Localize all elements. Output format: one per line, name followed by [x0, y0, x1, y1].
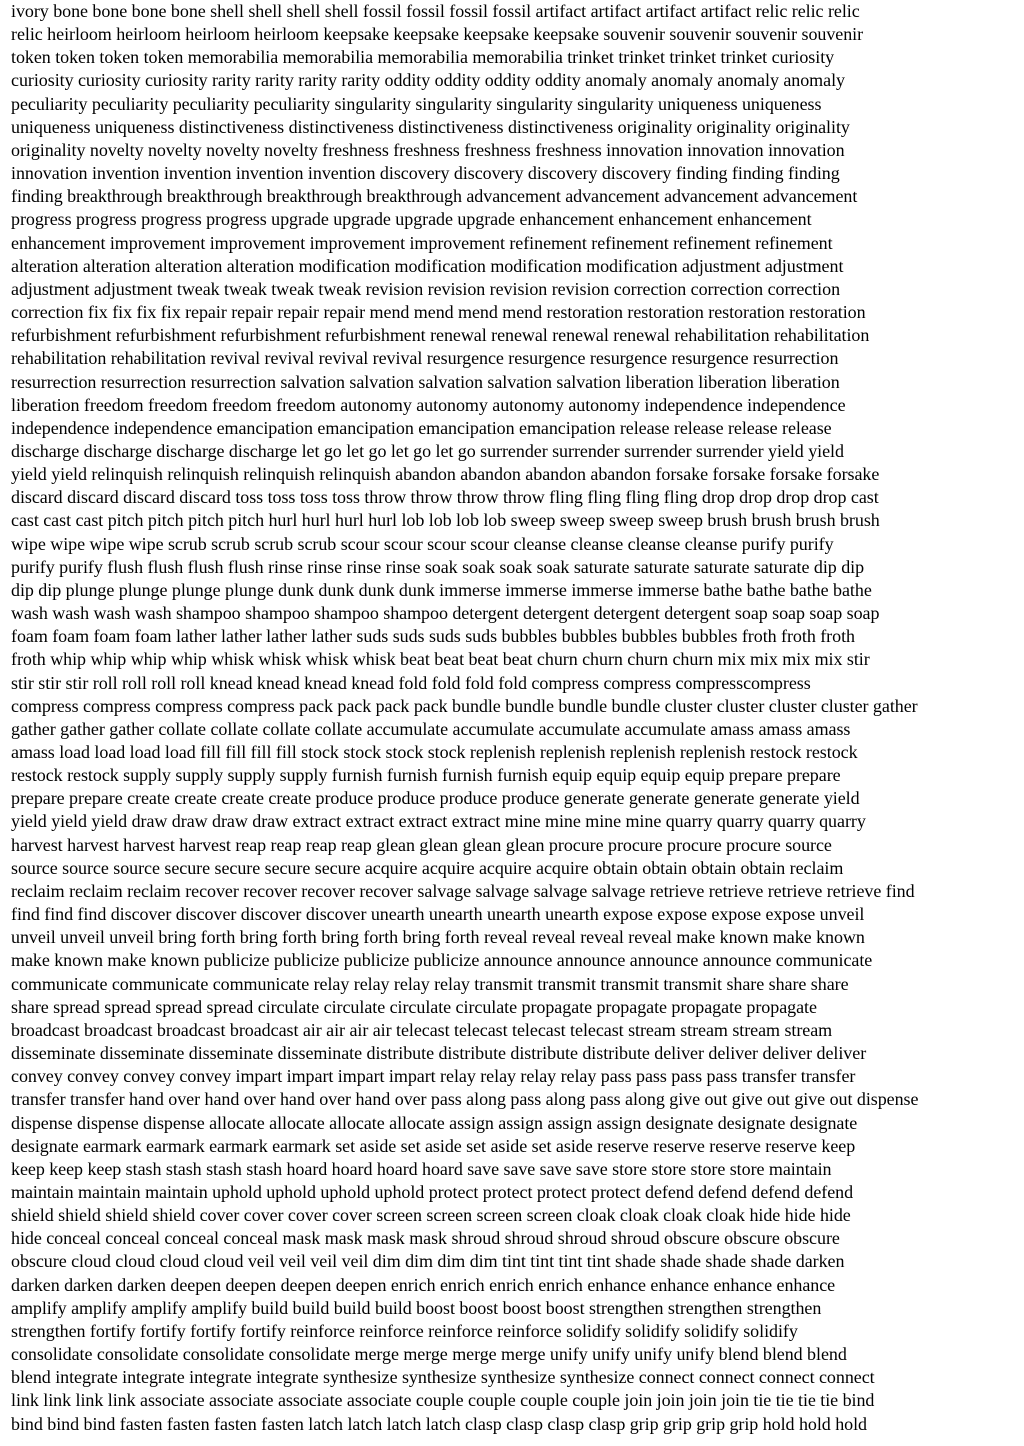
- text-line: enhancement improvement improvement improvement improvement refinement refinement refinement refinement: [11, 232, 833, 253]
- text-line: darken darken darken deepen deepen deepen deepen enrich enrich enrich enrich enhance enhance enhance enhance: [11, 1274, 836, 1295]
- text-line: uniqueness uniqueness distinctiveness distinctiveness distinctiveness distinctiveness originality originality originality: [11, 116, 850, 137]
- text-line: restock restock supply supply supply supply furnish furnish furnish furnish equip equip equip equip prepare prepare: [11, 765, 841, 786]
- text-line: harvest harvest harvest harvest reap reap reap reap glean glean glean glean procure procure procure procure source: [11, 834, 832, 855]
- text-line: stir stir stir roll roll roll roll knead knead knead knead fold fold fold fold compress compress compresscompress: [11, 672, 811, 693]
- text-line: discharge discharge discharge discharge let go let go let go let go surrender surrender surrender surrender yield yield: [11, 440, 844, 461]
- text-line: reclaim reclaim reclaim recover recover recover recover salvage salvage salvage salvage retrieve retrieve retrieve retrieve find: [11, 880, 915, 901]
- text-line: find find find discover discover discover discover unearth unearth unearth unearth expose expose expose expose unveil: [11, 904, 865, 925]
- text-line: finding breakthrough breakthrough breakthrough breakthrough advancement advancement advancement advancement: [11, 186, 858, 207]
- text-line: adjustment adjustment tweak tweak tweak tweak revision revision revision revision correction correction correction: [11, 278, 841, 299]
- text-line: peculiarity peculiarity peculiarity peculiarity singularity singularity singularity singularity uniqueness uniqueness: [11, 93, 822, 114]
- text-line: discard discard discard discard toss toss toss toss throw throw throw throw fling fling fling fling drop drop drop drop cast: [11, 487, 879, 508]
- text-line: yield yield relinquish relinquish relinquish relinquish abandon abandon abandon abandon forsake forsake forsake forsake: [11, 464, 880, 485]
- text-line: dispense dispense dispense allocate allocate allocate allocate assign assign assign assign designate designate designate: [11, 1112, 858, 1133]
- text-line: refurbishment refurbishment refurbishment refurbishment renewal renewal renewal renewal rehabilitation rehabilitation: [11, 325, 870, 346]
- text-line: liberation freedom freedom freedom freedom autonomy autonomy autonomy autonomy independence independence: [11, 394, 846, 415]
- text-line: designate earmark earmark earmark earmark set aside set aside set aside set aside reserve reserve reserve reserve keep: [11, 1135, 856, 1156]
- text-line: froth whip whip whip whip whisk whisk whisk whisk beat beat beat beat churn churn churn churn mix mix mix mix stir: [11, 649, 870, 670]
- text-line: consolidate consolidate consolidate consolidate merge merge merge merge unify unify unify unify blend blend blend: [11, 1344, 847, 1365]
- text-line: amass load load load load fill fill fill fill stock stock stock stock replenish replenish replenish replenish restock restock: [11, 742, 858, 762]
- text-line: keep keep keep stash stash stash stash hoard hoard hoard hoard save save save save store store store store maintain: [11, 1158, 832, 1179]
- text-line: maintain maintain maintain uphold uphold uphold uphold protect protect protect protect defend defend defend defend: [11, 1181, 854, 1202]
- text-line: resurrection resurrection resurrection salvation salvation salvation salvation salvation liberation liberation liberation: [11, 371, 840, 392]
- text-line: strengthen fortify fortify fortify fortify reinforce reinforce reinforce reinforce solidify solidify solidify solidify: [11, 1320, 798, 1341]
- text-line: disseminate disseminate disseminate disseminate distribute distribute distribute distribute deliver deliver deliver deliver: [11, 1043, 867, 1064]
- text-line: compress compress compress compress pack pack pack pack bundle bundle bundle bundle cluster cluster cluster cluster gather: [11, 695, 918, 716]
- text-line: alteration alteration alteration alteration modification modification modification modification adjustment adjustment: [11, 255, 844, 276]
- text-line: shield shield shield shield cover cover cover cover screen screen screen screen cloak cloak cloak cloak hide hide hide: [11, 1205, 851, 1226]
- text-line: make known make known publicize publicize publicize publicize announce announce announce announce communicate: [11, 950, 873, 971]
- text-line: ivory bone bone bone bone shell shell shell shell fossil fossil fossil fossil artifact artifact artifact artifact relic relic relic: [11, 1, 860, 21]
- text-line: hide conceal conceal conceal conceal mask mask mask mask shroud shroud shroud shroud obscure obscure obscure: [11, 1228, 840, 1249]
- text-line: blend integrate integrate integrate integrate synthesize synthesize synthesize synthesize connect connect connect connect: [11, 1367, 875, 1388]
- text-line: share spread spread spread spread circulate circulate circulate circulate propagate propagate propagate propagate: [11, 996, 817, 1017]
- text-line: yield yield yield draw draw draw draw extract extract extract extract mine mine mine mine quarry quarry quarry quarry: [11, 811, 866, 832]
- text-line: curiosity curiosity curiosity rarity rarity rarity rarity oddity oddity oddity oddity anomaly anomaly anomaly anomaly: [11, 70, 845, 91]
- text-line: communicate communicate communicate relay relay relay relay transmit transmit transmit transmit share share share: [11, 973, 849, 994]
- text-line: progress progress progress progress upgrade upgrade upgrade upgrade enhancement enhancement enhancement: [11, 209, 812, 230]
- text-line: link link link link associate associate associate associate couple couple couple couple join join join join tie tie tie tie bind: [11, 1390, 875, 1411]
- text-line: transfer transfer hand over hand over hand over hand over pass along pass along pass along give out give out give out dispense: [11, 1089, 919, 1110]
- text-line: broadcast broadcast broadcast broadcast air air air air telecast telecast telecast telecast stream stream stream stream: [11, 1019, 833, 1040]
- text-line: prepare prepare create create create create produce produce produce produce generate generate generate generate yield: [11, 788, 860, 809]
- text-line: relic heirloom heirloom heirloom heirloom keepsake keepsake keepsake keepsake souvenir souvenir souvenir souvenir: [11, 24, 864, 45]
- text-body: [11, 0, 1012, 1436]
- text-line: originality novelty novelty novelty novelty freshness freshness freshness freshness innovation innovation innovation: [11, 139, 845, 160]
- text-line: token token token token memorabilia memorabilia memorabilia memorabilia trinket trinket trinket trinket curiosity: [11, 47, 835, 68]
- text-line: obscure cloud cloud cloud cloud veil veil veil veil dim dim dim dim tint tint tint tint shade shade shade shade darken: [11, 1251, 845, 1272]
- text-line: foam foam foam foam lather lather lather lather suds suds suds suds bubbles bubbles bubbles bubbles froth froth froth: [11, 626, 855, 647]
- text-line: purify purify flush flush flush flush rinse rinse rinse rinse soak soak soak soak saturate saturate saturate saturate dip dip: [11, 556, 865, 577]
- text-line: wash wash wash wash shampoo shampoo shampoo shampoo detergent detergent detergent detergent soap soap soap soap: [11, 603, 880, 624]
- text-line: dip dip plunge plunge plunge plunge dunk dunk dunk dunk immerse immerse immerse immerse bathe bathe bathe bathe: [11, 579, 872, 600]
- text-line: source source source secure secure secure secure acquire acquire acquire acquire obtain obtain obtain obtain reclaim: [11, 857, 844, 878]
- text-line: convey convey convey convey impart impart impart impart relay relay relay relay pass pass pass pass transfer transfer: [11, 1066, 856, 1087]
- text-line: gather gather gather collate collate collate collate accumulate accumulate accumulate accumulate amass amass amass: [11, 718, 851, 739]
- text-line: amplify amplify amplify amplify build build build build boost boost boost boost strengthen strengthen strengthen: [11, 1297, 822, 1318]
- text-line: wipe wipe wipe wipe scrub scrub scrub scrub scour scour scour scour cleanse cleanse cleanse cleanse purify purify: [11, 533, 834, 554]
- text-line: unveil unveil unveil bring forth bring forth bring forth bring forth reveal reveal reveal reveal make known make known: [11, 927, 865, 948]
- text-line: independence independence emancipation emancipation emancipation emancipation release release release release: [11, 417, 832, 438]
- text-line: cast cast cast pitch pitch pitch pitch hurl hurl hurl hurl lob lob lob lob sweep sweep sweep sweep brush brush brush brush: [11, 510, 880, 531]
- text-line: correction fix fix fix fix repair repair repair repair mend mend mend mend restoration restoration restoration restoration: [11, 302, 866, 323]
- text-line: rehabilitation rehabilitation revival revival revival revival resurgence resurgence resurgence resurgence resurrection: [11, 348, 839, 369]
- text-line: bind bind bind fasten fasten fasten fasten latch latch latch latch clasp clasp clasp clasp grip grip grip grip hold hold hold: [11, 1413, 868, 1434]
- text-line: innovation invention invention invention invention discovery discovery discovery discovery finding finding finding: [11, 163, 840, 184]
